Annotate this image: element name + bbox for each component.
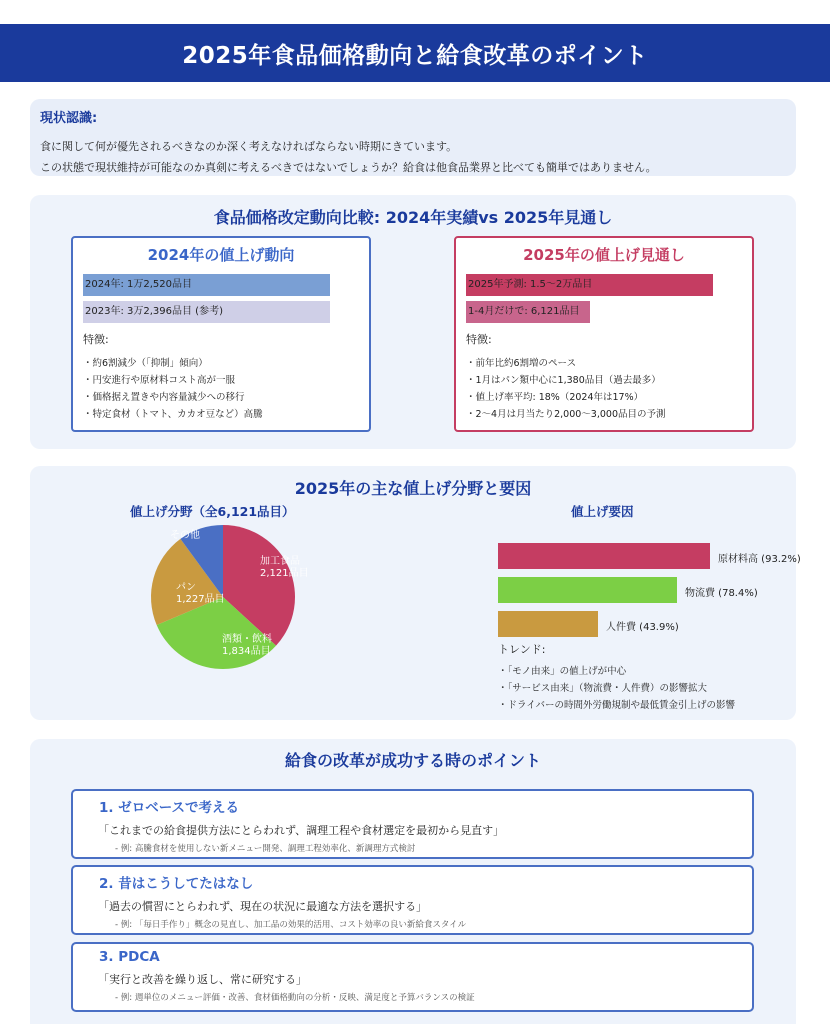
factor-bar-label: 人件費 (43.9%) [606, 622, 679, 633]
list-item: ・価格据え置きや内容量減少への移行 [83, 392, 245, 403]
point-example: - 例: 週単位のメニュー評価・改善、食材価格動向の分析・反映、満足度と予算バランスの検証 [115, 993, 475, 1003]
list-item: ・約6割減少（「抑制」傾向） [83, 358, 208, 369]
point-card-3 [71, 942, 754, 1012]
list-item: ・特定食材（トマト、カカオ豆など）高騰 [83, 409, 263, 420]
pie-slice-label: その他 [170, 530, 200, 541]
pie-chart [150, 524, 309, 670]
features-2024-list [83, 355, 359, 423]
page-title: 2025年食品価格動向と給食改革のポイント [182, 42, 648, 69]
pie-title: 値上げ分野（全6,121品目） [130, 504, 295, 519]
features-label: 特徴: [83, 333, 109, 346]
list-item: ・2〜4月は月当たり2,000〜3,000品目の予測 [466, 409, 666, 420]
box-2025 [454, 236, 754, 432]
pie-slice-value: 1,227品目 [176, 594, 225, 605]
list-item: ・前年比約6割増のペース [466, 358, 577, 369]
features-2025-list [466, 355, 742, 423]
pie-slice-label: パン [176, 582, 196, 593]
bar-2025-forecast: 2025年予測: 1.5〜2万品目 [466, 274, 713, 296]
list-item: ・「モノ由来」の値上げが中心 [498, 666, 627, 677]
pie-slice-label: 加工食品 [260, 556, 300, 567]
point-card-1 [71, 789, 754, 859]
point-title: 1. ゼロベースで考える [99, 800, 240, 816]
point-example: - 例: 「毎日手作り」概念の見直し、加工品の効果的活用、コスト効率の良い新給食スタイル [115, 920, 467, 930]
factor-bar-label: 物流費 (78.4%) [685, 588, 758, 599]
status-line-2: この状態で現状維持が可能なのか真剣に考えるべきではないでしょうか？給食は他食品業界と比べても簡単ではありません。 [40, 161, 657, 174]
factor-bar [498, 577, 677, 603]
point-quote: 「実行と改善を繰り返し、常に研究する」 [98, 973, 307, 986]
list-item: ・値上げ率平均: 18%（2024年は17%） [466, 392, 644, 403]
comparison-section [30, 195, 796, 449]
pie-slice-label: 酒類・飲料 [222, 634, 272, 645]
factor-title: 値上げ要因 [571, 504, 634, 519]
list-item: ・円安進行や原材料コスト高が一服 [83, 375, 236, 386]
bar-2025-jan-apr: 1-4月だけで: 6,121品目 [466, 301, 590, 323]
point-example: - 例: 高騰食材を使用しない新メニュー開発、調理工程効率化、新調理方式検討 [115, 844, 416, 854]
point-card-2 [71, 865, 754, 935]
list-item: ・1月はパン類中心に1,380品目（過去最多） [466, 375, 661, 386]
bar-2024: 2024年: 1万2,520品目 [83, 274, 330, 296]
box-2025-title: 2025年の値上げ見通し [523, 246, 685, 264]
areas-title: 2025年の主な値上げ分野と要因 [294, 479, 532, 498]
box-2024-title: 2024年の値上げ動向 [147, 246, 295, 264]
trend-list [498, 663, 735, 714]
page-header [0, 24, 830, 82]
factor-bar [498, 611, 598, 637]
bar-2023: 2023年: 3万2,396品目 (参考) [83, 301, 330, 323]
comparison-title: 食品価格改定動向比較: 2024年実績vs 2025年見通し [213, 208, 613, 227]
list-item: ・「サービス由来」（物流費・人件費）の影響拡大 [498, 683, 708, 694]
reform-title: 給食の改革が成功する時のポイント [284, 751, 541, 770]
pie-slice-value: 1,834品目 [222, 646, 271, 657]
features-label: 特徴: [466, 333, 492, 346]
factor-bar-label: 原材料高 (93.2%) [718, 554, 801, 565]
status-line-1: 食に関して何が優先されるべきなのか深く考えなければならない時期にきています。 [40, 140, 458, 153]
point-title: 3. PDCA [99, 949, 160, 965]
price-areas-section [30, 466, 801, 720]
factor-bar [498, 543, 710, 569]
trend-label: トレンド: [498, 643, 546, 656]
list-item: ・ドライバーの時間外労働規制や最低賃金引上げの影響 [498, 700, 736, 711]
point-quote: 「これまでの給食提供方法にとらわれず、調理工程や食材選定を最初から見直す」 [98, 824, 505, 837]
pie-slice-value: 2,121品目 [260, 568, 309, 579]
box-2024 [71, 236, 371, 432]
status-panel [30, 99, 796, 176]
point-title: 2. 昔はこうしてたはなし [99, 876, 254, 892]
point-quote: 「過去の慣習にとらわれず、現在の状況に最適な方法を選択する」 [98, 900, 428, 913]
reform-section [30, 739, 796, 1024]
status-heading: 現状認識: [40, 111, 98, 126]
